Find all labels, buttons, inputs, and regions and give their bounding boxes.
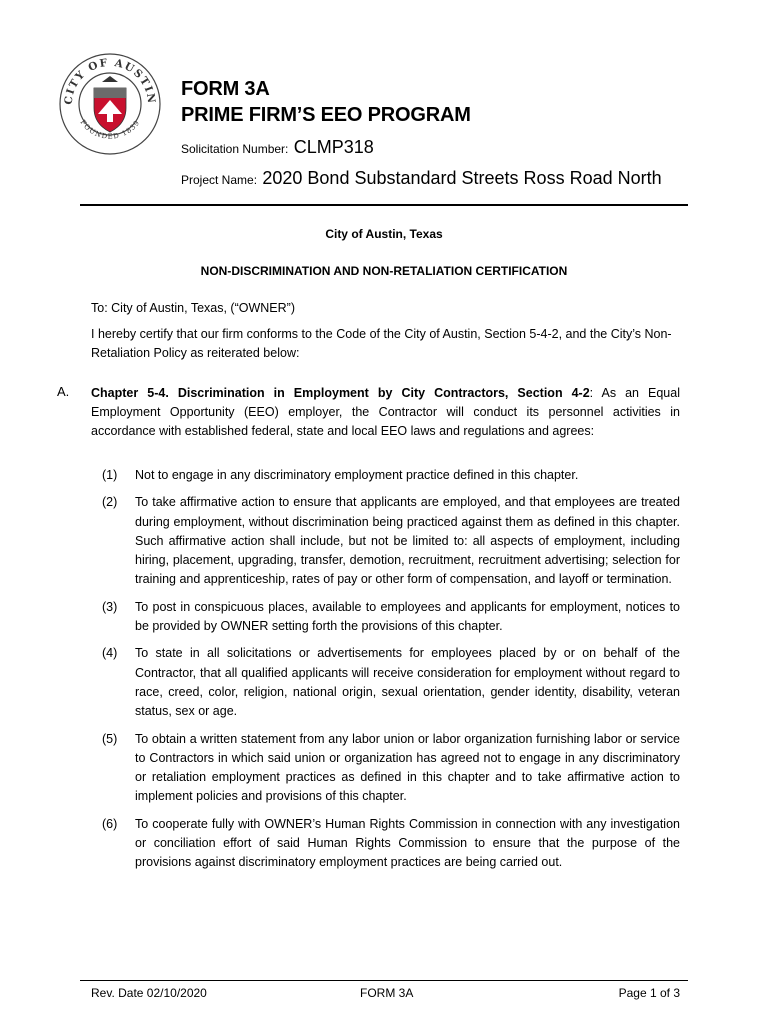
- item-number: (1): [102, 468, 118, 482]
- solicitation-label: Solicitation Number:: [181, 142, 289, 156]
- list-item: [91, 815, 680, 873]
- form-number: FORM 3A: [181, 78, 270, 100]
- program-title: PRIME FIRM’S EEO PROGRAM: [181, 104, 471, 126]
- list-item: [91, 493, 680, 589]
- list-item: [91, 644, 680, 721]
- footer-form-label: FORM 3A: [360, 986, 414, 1000]
- item-number: (6): [102, 816, 118, 831]
- list-item: [91, 598, 680, 637]
- project-value: 2020 Bond Substandard Streets Ross Road North: [262, 168, 662, 188]
- seal-bottom-text: FOUNDED 1839: [78, 118, 142, 141]
- footer-divider: [80, 980, 688, 981]
- city-of-austin-seal: [58, 52, 162, 156]
- section-a-intro: [91, 384, 680, 441]
- item-text: To cooperate fully with OWNER’s Human Rights Commission in connection with any investigation or conciliation effort of said Human Rights Commission to ensure that the purpose of the provisions against discriminatory employment practices are being carried out.: [135, 816, 680, 870]
- solicitation-value: CLMP318: [293, 137, 374, 157]
- section-a-letter: A.: [57, 384, 70, 399]
- section-a-title: Chapter 5-4. Discrimination in Employment by City Contractors, Section 4-2: [91, 386, 590, 400]
- item-text: To obtain a written statement from any labor union or labor organization furnishing labor or service to Contractors in which said union or organization has agreed not to engage in any discriminatory or retaliation employment practices as defined in this chapter and to take affirmative action to implement policies and provisions of this chapter.: [135, 731, 680, 804]
- list-item: [91, 730, 680, 807]
- city-heading: City of Austin, Texas: [325, 227, 443, 241]
- section-a-items: [91, 466, 680, 881]
- item-text: Not to engage in any discriminatory employment practice defined in this chapter.: [135, 468, 579, 482]
- item-text: To post in conspicuous places, available to employees and applicants for employment, notices to be provided by OWNER setting forth the provisions of this chapter.: [135, 599, 680, 634]
- section-a-text: : As an Equal Employment Opportunity (EEO) employer, the Contractor will conduct its personnel activities in accordance with established federal, state and local EEO laws and regulations and agrees:: [91, 386, 680, 438]
- item-text: To take affirmative action to ensure that applicants are employed, and that employees are treated during employment, without discrimination being practiced against them as defined in this chapter. Such affirmative action shall include, but not be limited to: all aspects of employment, including hiring, placement, upgrading, transfer, demotion, recruitment, recruitment advertising; selection for training and apprenticeship, rates of pay or other form of compensation, and layoff or termination.: [135, 495, 680, 587]
- header-divider: [80, 204, 688, 206]
- solicitation-number-field: [181, 137, 374, 158]
- item-number: (3): [102, 599, 118, 614]
- revision-date: Rev. Date 02/10/2020: [91, 986, 207, 1000]
- item-number: (2): [102, 495, 118, 510]
- project-label: Project Name:: [181, 173, 258, 187]
- list-item: [91, 466, 680, 485]
- item-text: To state in all solicitations or advertisements for employees placed by or on behalf of the Contractor, that all qualified applicants will receive consideration for employment without regard to race, creed, color, religion, national origin, sexual orientation, gender identity, disability, veteran status, sex or age.: [135, 646, 680, 719]
- item-number: (4): [102, 646, 118, 661]
- form-title: [181, 76, 471, 128]
- seal-top-text: CITY OF AUSTIN: [62, 56, 158, 106]
- page-number: Page 1 of 3: [618, 986, 680, 1000]
- item-number: (5): [102, 731, 118, 746]
- project-name-field: [181, 168, 662, 189]
- certification-heading: NON-DISCRIMINATION AND NON-RETALIATION CERTIFICATION: [200, 264, 568, 278]
- addressee-line: To: City of Austin, Texas, (“OWNER”): [91, 301, 295, 315]
- certify-statement: I hereby certify that our firm conforms to the Code of the City of Austin, Section 5-4-2, and the City’s Non-Retaliation Policy as reiterated below:: [91, 327, 672, 360]
